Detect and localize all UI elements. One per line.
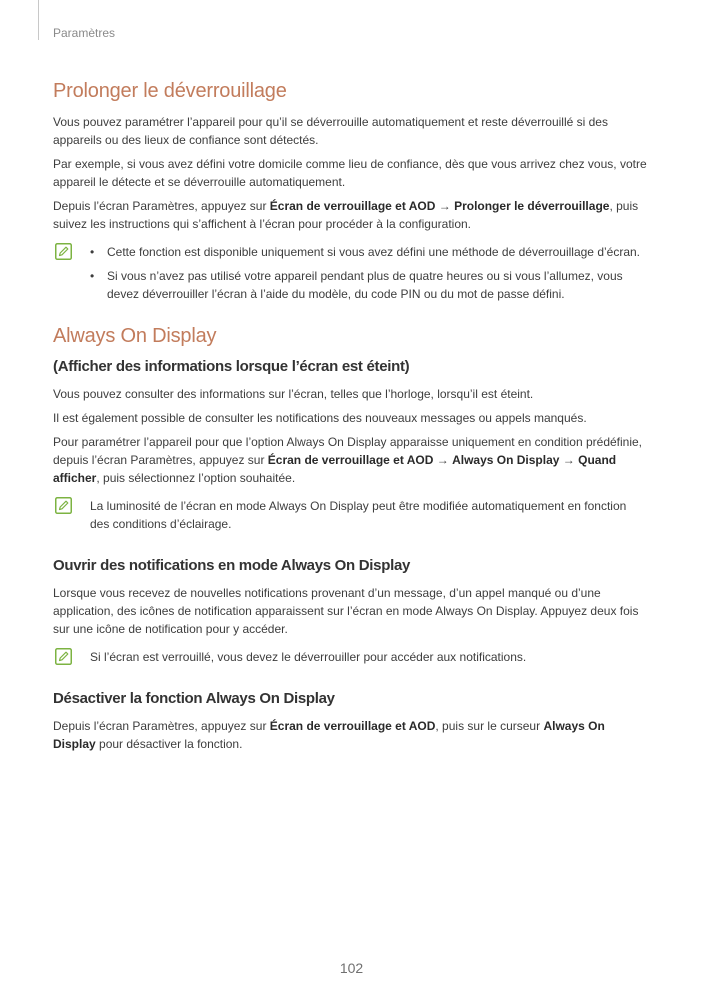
menu-path-term: Prolonger le déverrouillage (454, 199, 610, 213)
paragraph: Il est également possible de consulter les notifications des nouveaux messages ou appels manqués. (53, 411, 587, 425)
menu-path-term: Écran de verrouillage et AOD (269, 199, 436, 213)
page-number: 102 (339, 960, 364, 976)
paragraph: Par exemple, si vous avez défini votre domicile comme lieu de confiance, dès que vous arrivez chez vous, votre appareil le détecte et se déverrouille automatiquement. (53, 157, 647, 189)
note-pencil-icon (55, 497, 72, 514)
note-list (90, 243, 647, 303)
paragraph: Vous pouvez consulter des informations sur l’écran, telles que l’horloge, lorsqu’il est éteint. (53, 387, 534, 401)
paragraph: Vous pouvez paramétrer l’appareil pour qu’il se déverrouille automatiquement et reste déverrouillé si des appareils ou des lieux de confiance sont détectés. (53, 115, 608, 147)
section-title-aod: Always On Display (53, 325, 217, 347)
paragraph: Depuis l’écran Paramètres, appuyez sur Écran de verrouillage et AOD → Prolonger le déverrouillage, puis suivez les instructions qui s’affichent à l’écran pour procéder à la configuration. (53, 199, 639, 231)
note-pencil-icon (55, 243, 72, 260)
running-header: Paramètres (53, 26, 116, 40)
header-divider (38, 0, 39, 40)
subsection-title-disable: Désactiver la fonction Always On Display (53, 690, 335, 707)
section-title-prolonger: Prolonger le déverrouillage (53, 80, 287, 102)
paragraph: Lorsque vous recevez de nouvelles notifications provenant d’un message, d’un appel manqué ou d’une application, des icônes de notification apparaissent sur l’écran en mode Always On Display. Appuyez deux fois sur une icône de notification pour y accéder. (53, 586, 639, 636)
note-block (53, 648, 647, 666)
menu-path-term: Écran de verrouillage et AOD (267, 453, 434, 467)
menu-path-term: Always On Display (53, 719, 605, 751)
section-subtitle: (Afficher des informations lorsque l’écran est éteint) (53, 358, 410, 375)
note-block (53, 243, 647, 303)
page-content (53, 80, 647, 759)
note-list-item: • Si vous n’avez pas utilisé votre appareil pendant plus de quatre heures ou si vous l’allumez, vous devez déverrouiller l’écran à l’aide du modèle, du code PIN ou du mot de passe défini. (90, 269, 623, 301)
note-text: La luminosité de l’écran en mode Always On Display peut être modifiée automatiquement en fonction des conditions d’éclairage. (90, 499, 627, 531)
note-block (53, 497, 647, 533)
menu-path-term: Écran de verrouillage et AOD (269, 719, 436, 733)
note-pencil-icon (55, 648, 72, 665)
menu-path-term: Quand afficher (53, 453, 617, 485)
menu-path-term: Always On Display (452, 453, 560, 467)
subsection-title-notifications: Ouvrir des notifications en mode Always On Display (53, 557, 411, 574)
paragraph: Depuis l’écran Paramètres, appuyez sur Écran de verrouillage et AOD, puis sur le curseur Always On Display pour désactiver la fonction. (53, 719, 605, 751)
note-text: Si l’écran est verrouillé, vous devez le déverrouiller pour accéder aux notifications. (90, 650, 527, 664)
note-list-item: • Cette fonction est disponible uniquement si vous avez défini une méthode de déverrouillage d’écran. (90, 245, 641, 259)
paragraph: Pour paramétrer l’appareil pour que l’option Always On Display apparaisse uniquement en condition prédéfinie, depuis l’écran Paramètres, appuyez sur Écran de verrouillage et AOD → Always On Display → Quand afficher, puis sélectionnez l’option souhaitée. (53, 435, 643, 485)
